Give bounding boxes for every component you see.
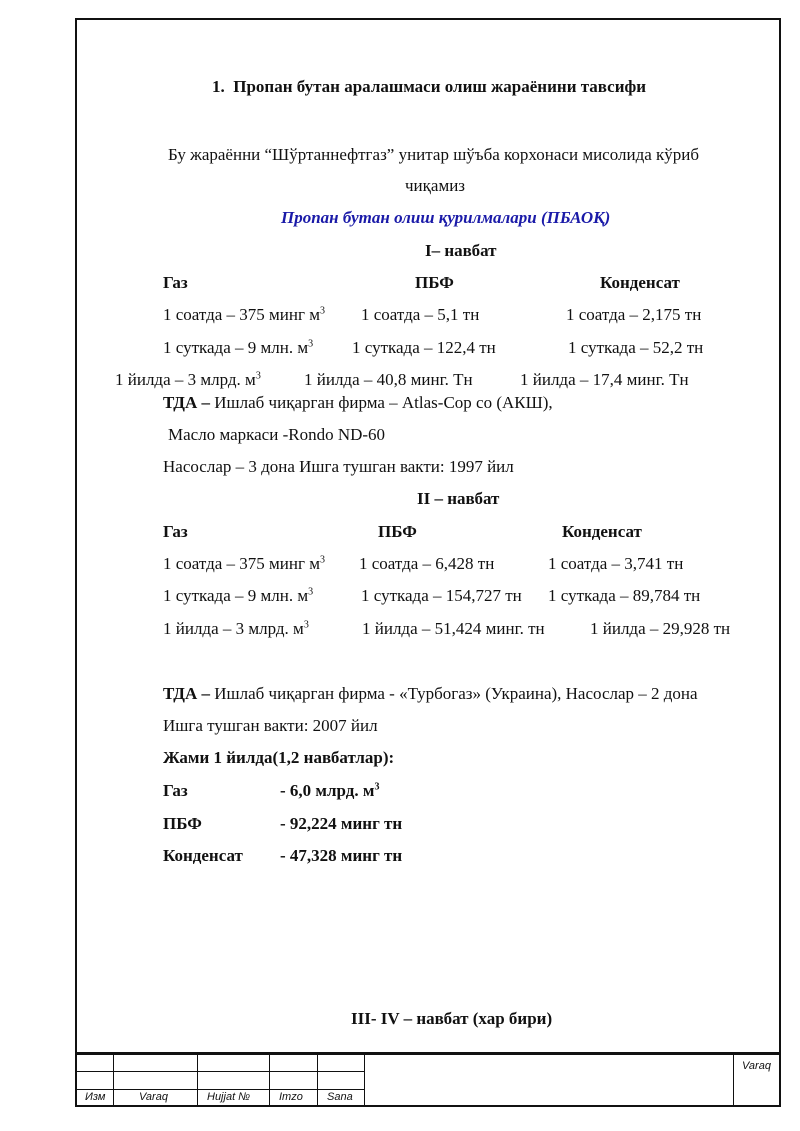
col-hujjat: Hujjat № [207, 1091, 251, 1103]
stage-3-4-title: III- IV – навбат (хар бири) [351, 1009, 553, 1028]
totals-pbf-label: ПБФ [163, 814, 202, 833]
stage-2-gas-year: 1 йилда – 3 млрд. $м^3$ [163, 619, 309, 638]
intro-line-2: чиқамиз [405, 176, 466, 195]
stage-2-header-pbf: ПБФ [378, 522, 417, 541]
stage-1-tda: ТДА – Ишлаб чиқарган фирма – Atlas-Cop co (АКШ), [163, 393, 553, 412]
stage-2-pbf-day: 1 суткада – 154,727 тн [361, 586, 522, 605]
stage-1-header-gas: Газ [163, 273, 188, 292]
stage-2-tda: ТДА – Ишлаб чиқарган фирма - «Турбогаз» (Украина), Насослар – 2 дона [163, 684, 698, 703]
stage-2-condensate-hour: 1 соатда – 3,741 тн [548, 554, 684, 573]
totals-pbf-value: - 92,224 минг тн [280, 814, 403, 833]
stage-2-header-gas: Газ [163, 522, 188, 541]
stage-2-condensate-year: 1 йилда – 29,928 тн [590, 619, 731, 638]
title-block [75, 1053, 781, 1107]
stage-1-pbf-day: 1 суткада – 122,4 тн [352, 338, 496, 357]
stage-2-pbf-year: 1 йилда – 51,424 минг. тн [362, 619, 545, 638]
intro-line-1: Бу жараённи “Шўртаннефтгаз” унитар шўъба корхонаси мисолида кўриб [168, 145, 700, 164]
section-heading: 1. Пропан бутан аралашмаси олиш жараёнини тавсифи [212, 77, 647, 96]
stage-1-pbf-hour: 1 соатда – 5,1 тн [361, 305, 480, 324]
stage-1-header-condensate: Конденсат [600, 273, 680, 292]
stage-1-condensate-hour: 1 соатда – 2,175 тн [566, 305, 702, 324]
stage-1-gas-day: 1 суткада – 9 млн. $м^3$ [163, 338, 314, 357]
col-izm: Изм [85, 1091, 106, 1103]
totals-condensate-value: - 47,328 минг тн [280, 846, 403, 865]
totals-title: Жами 1 йилда(1,2 навбатлар): [163, 748, 395, 767]
stage-2-gas-day: 1 суткада – 9 млн. $м^3$ [163, 586, 314, 605]
stage-1-condensate-day: 1 суткада – 52,2 тн [568, 338, 704, 357]
col-imzo: Imzo [279, 1091, 303, 1103]
stage-2-gas-hour: 1 соатда – 375 минг $м^3$ [163, 554, 325, 573]
stage-2-title: II – навбат [417, 489, 500, 508]
stage-2-condensate-day: 1 суткада – 89,784 тн [548, 586, 701, 605]
col-sana: Sana [327, 1091, 353, 1103]
stage-1-pbf-year: 1 йилда – 40,8 минг. Тн [304, 370, 473, 389]
stage-1-header-pbf: ПБФ [415, 273, 454, 292]
totals-condensate-label: Конденсат [163, 846, 243, 865]
sheet-label: Varaq [742, 1060, 771, 1072]
col-varaq: Varaq [139, 1091, 168, 1103]
stage-2-pbf-hour: 1 соатда – 6,428 тн [359, 554, 495, 573]
stage-1-condensate-year: 1 йилда – 17,4 минг. Тн [520, 370, 689, 389]
stage-1-title: I– навбат [425, 241, 497, 260]
stage-1-oil-brand: Масло маркаси -Rondo ND-60 [168, 425, 386, 444]
stage-2-start-date: Ишга тушган вакти: 2007 йил [163, 716, 378, 735]
stage-2-header-condensate: Конденсат [562, 522, 642, 541]
totals-gas-label: Газ [163, 781, 188, 800]
stage-1-gas-year: 1 йилда – 3 млрд. $м^3$ [115, 370, 261, 389]
totals-gas-value: - 6,0 млрд. $м^3$ [280, 781, 380, 800]
installation-subtitle: Пропан бутан олиш қурилмалари (ПБАОҚ) [281, 208, 611, 227]
stage-1-gas-hour: 1 соатда – 375 минг $м^3$ [163, 305, 325, 324]
stage-1-pumps: Насослар – 3 дона Ишга тушган вакти: 1997 йил [163, 457, 514, 476]
